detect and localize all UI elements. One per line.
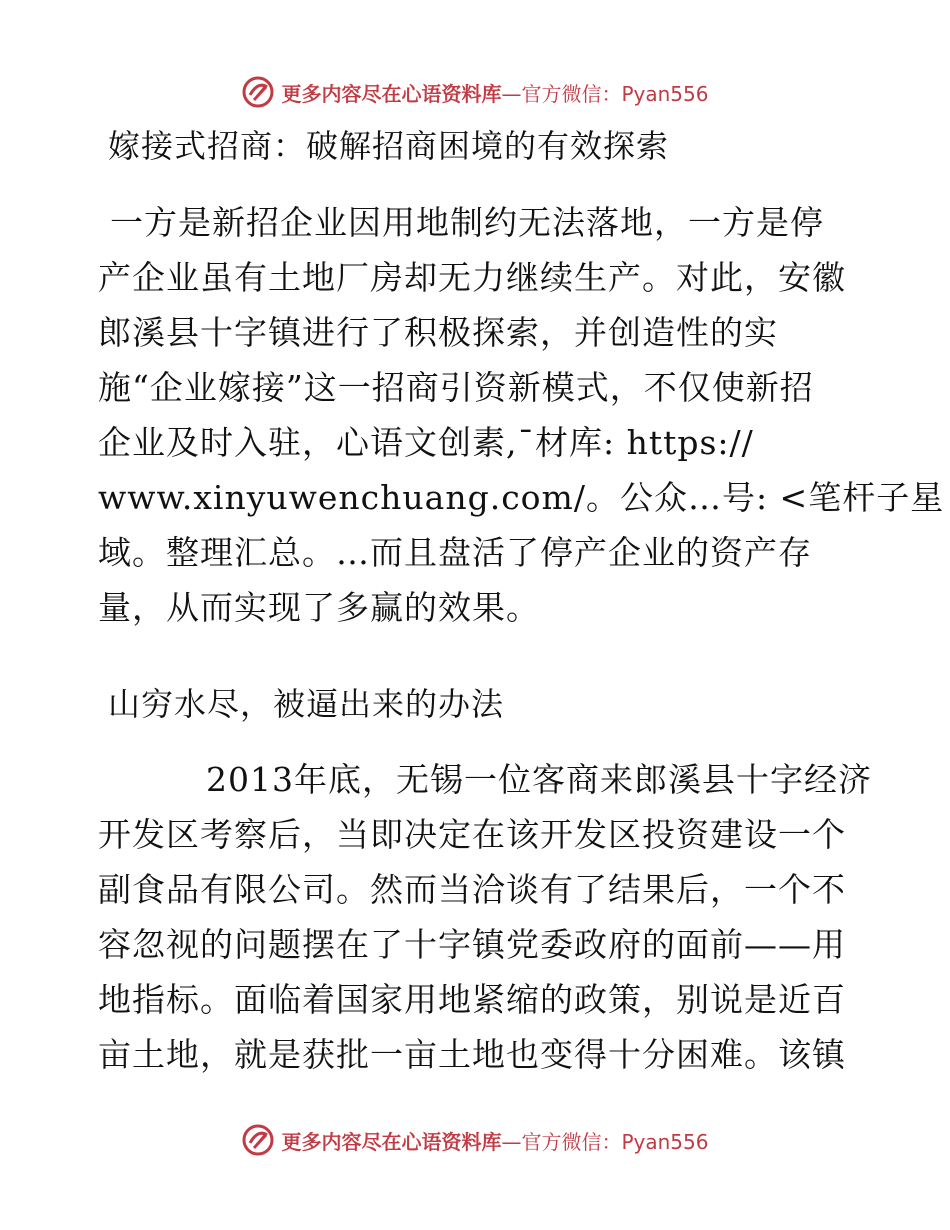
watermark-official-wechat: —官方微信：Pyan556	[501, 81, 709, 106]
text-line: 企业及时入驻，心语文创素,¯材库: https://	[98, 423, 754, 462]
text-line: 地指标。面临着国家用地紧缩的政策，别说是近百	[98, 980, 846, 1019]
pen-swirl-logo-icon	[241, 75, 275, 109]
header-watermark-banner	[0, 72, 950, 112]
footer-watermark-banner	[0, 1120, 950, 1160]
article-title: 嫁接式招商：破解招商困境的有效探索	[108, 127, 670, 165]
text-line: 容忽视的问题摆在了十字镇党委政府的面前——用	[98, 925, 846, 964]
text-line: 副食品有限公司。然而当洽谈有了结果后，一个不	[98, 870, 846, 909]
section-heading: 山穷水尽，被逼出来的办法	[108, 685, 505, 723]
text-line: 亩土地，就是获批一亩土地也变得十分困难。该镇	[98, 1035, 846, 1074]
text-line: 量，从而实现了多赢的效果。	[98, 588, 540, 627]
watermark-official-wechat: —官方微信：Pyan556	[501, 1129, 709, 1154]
text-line: www.xinyuwenchuang.com/。公众…号: <笔杆子星	[98, 478, 945, 517]
paragraph-intro	[98, 195, 945, 635]
text-line: 2013年底，无锡一位客商来郎溪县十字经济	[206, 760, 872, 799]
text-line: 开发区考察后，当即决定在该开发区投资建设一个	[98, 815, 846, 854]
text-line: 一方是新招企业因用地制约无法落地，一方是停	[110, 203, 824, 242]
text-line: 郎溪县十字镇进行了积极探索，并创造性的实	[98, 313, 778, 352]
paragraph-story	[98, 752, 872, 1082]
text-line: 施“企业嫁接”这一招商引资新模式，不仅使新招	[98, 368, 814, 407]
watermark-brand-text: 更多内容尽在心语资料库	[281, 81, 502, 106]
pen-swirl-logo-icon	[241, 1123, 275, 1157]
text-line: 产企业虽有土地厂房却无力继续生产。对此，安徽	[98, 258, 846, 297]
text-line: 域。整理汇总。…而且盘活了停产企业的资产存	[98, 533, 812, 572]
watermark-brand-text: 更多内容尽在心语资料库	[281, 1129, 502, 1154]
